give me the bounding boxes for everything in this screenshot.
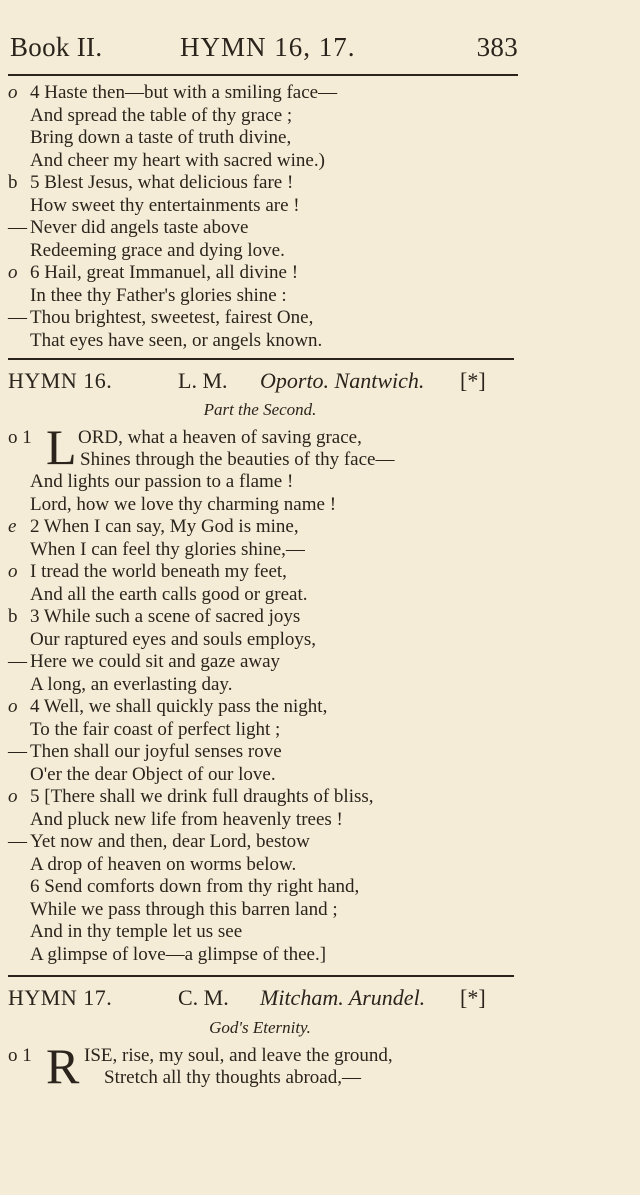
- verse-text: And lights our passion to a flame !: [30, 471, 294, 492]
- verse-text: And cheer my heart with sacred wine.): [30, 149, 325, 171]
- hymn16-dropcap: L: [46, 419, 77, 475]
- verse-text: O'er the dear Object of our love.: [30, 763, 276, 785]
- verse-text: 5 Blest Jesus, what delicious fare !: [30, 172, 294, 193]
- verse-text: A drop of heaven on worms below.: [30, 853, 297, 875]
- verse-text: When I can feel thy glories shine,—: [30, 538, 305, 560]
- dynamic-mark: —: [8, 741, 27, 762]
- verse-text: 2 When I can say, My God is mine,: [30, 516, 299, 537]
- dynamic-mark: —: [8, 307, 27, 328]
- dynamic-mark: o: [8, 262, 18, 283]
- verse-text: While we pass through this barren land ;: [30, 898, 338, 920]
- verse-text: I tread the world beneath my feet,: [30, 561, 287, 582]
- hymn17-number: HYMN 17.: [8, 985, 113, 1010]
- verse-text: 5 [There shall we drink full draughts of bliss,: [30, 786, 374, 807]
- verse-text: Redeeming grace and dying love.: [30, 239, 285, 261]
- hymn17-tunes: Mitcham. Arundel.: [260, 985, 426, 1010]
- dynamic-mark: —: [8, 217, 27, 238]
- verse-text: Bring down a taste of truth divine,: [30, 127, 292, 148]
- hymn16-second-line: Shines through the beauties of thy face—: [80, 449, 395, 470]
- hymn17-dropcap: R: [46, 1038, 80, 1094]
- hymn16-number: HYMN 16.: [8, 368, 113, 393]
- hymn17-first-line-rest: ISE, rise, my soul, and leave the ground,: [84, 1045, 393, 1066]
- verse-text: That eyes have seen, or angels known.: [30, 329, 323, 351]
- verse-text: And all the earth calls good or great.: [30, 583, 308, 605]
- hymn16-first-mark: o 1: [8, 427, 32, 448]
- dynamic-mark: o: [8, 786, 18, 807]
- verse-text: 4 Well, we shall quickly pass the night,: [30, 696, 328, 717]
- verse-text: Then shall our joyful senses rove: [30, 741, 282, 762]
- verse-text: And in thy temple let us see: [30, 921, 243, 942]
- verse-text: 6 Send comforts down from thy right hand,: [30, 876, 360, 897]
- verse-text: To the fair coast of perfect light ;: [30, 718, 281, 740]
- verse-text: Here we could sit and gaze away: [30, 651, 281, 672]
- verse-text: A long, an everlasting day.: [30, 673, 233, 695]
- dynamic-mark: o: [8, 561, 18, 582]
- hymn16-meter: L. M.: [178, 368, 228, 393]
- verse-text: Lord, how we love thy charming name !: [30, 493, 337, 515]
- hymn17-first-mark: o 1: [8, 1045, 32, 1066]
- dynamic-mark: b: [8, 606, 18, 627]
- verse-text: 6 Hail, great Immanuel, all divine !: [30, 262, 299, 283]
- verse-text: 3 While such a scene of sacred joys: [30, 606, 301, 627]
- dynamic-mark: —: [8, 651, 27, 672]
- hymn17-meter: C. M.: [178, 985, 229, 1010]
- section-rule-2: [8, 975, 514, 977]
- hymn17-subtitle: God's Eternity.: [209, 1018, 311, 1037]
- verse-text: Thou brightest, sweetest, fairest One,: [30, 307, 314, 328]
- hymn17-mark: [*]: [460, 985, 486, 1010]
- dynamic-mark: e: [8, 516, 17, 537]
- verse-text: Our raptured eyes and souls employs,: [30, 628, 316, 650]
- dynamic-mark: o: [8, 696, 18, 717]
- verse-text: 4 Haste then—but with a smiling face—: [30, 82, 338, 103]
- hymn16-subtitle: Part the Second.: [203, 400, 317, 419]
- running-header: [10, 32, 518, 72]
- page-number: 383: [476, 32, 518, 62]
- hymn16-first-line-rest: ORD, what a heaven of saving grace,: [78, 427, 362, 448]
- verse-text: A glimpse of love—a glimpse of thee.]: [30, 943, 327, 965]
- dynamic-mark: b: [8, 172, 18, 193]
- hymn16-tunes: Oporto. Nantwich.: [260, 368, 425, 393]
- hymn16-mark: [*]: [460, 368, 486, 393]
- dynamic-mark: o: [8, 82, 18, 103]
- dynamic-mark: —: [8, 831, 27, 852]
- verse-text: Never did angels taste above: [30, 217, 249, 238]
- verse-text: And pluck new life from heavenly trees !: [30, 808, 343, 830]
- hymn-range-label: HYMN 16, 17.: [180, 32, 356, 62]
- verse-text: In thee thy Father's glories shine :: [30, 284, 287, 306]
- book-label: Book II.: [10, 32, 103, 62]
- section-rule: [8, 358, 514, 360]
- verse-text: And spread the table of thy grace ;: [30, 104, 293, 126]
- verse-text: How sweet thy entertainments are !: [30, 194, 300, 216]
- verse-text: Yet now and then, dear Lord, bestow: [30, 831, 310, 852]
- hymn17-second-line: Stretch all thy thoughts abroad,—: [104, 1067, 361, 1088]
- header-rule: [8, 74, 518, 76]
